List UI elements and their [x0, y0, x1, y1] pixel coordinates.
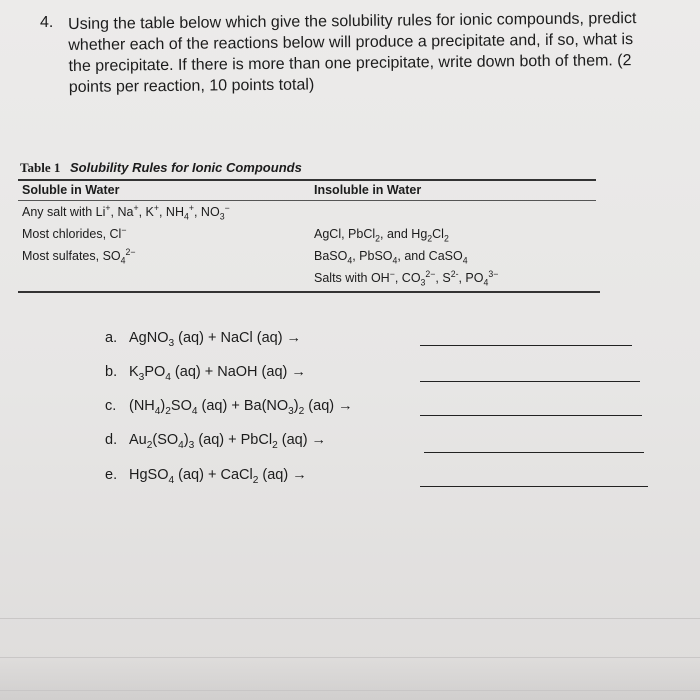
reaction-equation: $Au_2(SO_4)_3$ (aq) + PbCl$_2$ (aq) →: [129, 432, 327, 451]
reaction-equation: $(NH_4)_2SO_4$ $(aq) + Ba(NO_3)_2$ (aq) →: [129, 398, 353, 417]
question-line: the precipitate. If there is more than one precipitate, write down both of them. (2: [68, 52, 632, 75]
answer-blank-b[interactable]: [420, 381, 640, 382]
reaction-b: [105, 364, 306, 383]
question-text: [68, 8, 689, 98]
table-row: [18, 267, 600, 289]
paper-shadow: [0, 655, 700, 700]
reaction-letter: d.: [105, 432, 118, 448]
reaction-letter: b.: [105, 364, 118, 380]
reaction-a: [105, 330, 302, 349]
reaction-equation: HgSO$_4$ (aq) + CaCl$_2$ (aq) →: [129, 467, 307, 486]
table-header-row: [18, 181, 600, 200]
question-line: whether each of the reactions below will produce a precipitate and, if so, what is: [68, 31, 634, 54]
answer-blank-c[interactable]: [420, 415, 642, 416]
table-row: [18, 245, 600, 267]
reaction-letter: c.: [105, 398, 117, 414]
reaction-d: [105, 432, 327, 451]
header-insoluble: Insoluble in Water: [314, 183, 422, 197]
soluble-cell: Most sulfates, $SO_4^{2-}$: [22, 246, 136, 266]
soluble-cell: Any salt with Li+, Na+, K+, $NH_4^+$, $NO_3^-$: [22, 202, 230, 222]
reaction-letter: a.: [105, 330, 118, 346]
paper-line: [0, 618, 700, 619]
question-line: Using the table below which give the solubility rules for ionic compounds, predict: [68, 10, 637, 33]
question-number: 4.: [40, 14, 54, 31]
reaction-equation: AgNO$_3$ (aq) + NaCl (aq) →: [129, 330, 302, 349]
insoluble-cell: AgCl, PbCl$_2$, and $Hg_2Cl_2$: [314, 227, 449, 244]
header-soluble: Soluble in Water: [22, 183, 120, 197]
insoluble-cell: Salts with OH−, $CO_3^{2-}$, $S^{2-}$, $PO_4^{3-}$: [314, 268, 499, 288]
table-rule-bottom: [18, 291, 600, 293]
reaction-c: [105, 398, 353, 417]
reaction-letter: e.: [105, 467, 118, 483]
reaction-equation: $K_3PO_4$ (aq) + NaOH (aq) →: [129, 364, 306, 383]
table-caption: [20, 160, 600, 176]
answer-blank-a[interactable]: [420, 345, 632, 346]
question-line: points per reaction, 10 points total): [68, 76, 315, 96]
soluble-cell: Most chlorides, Cl−: [22, 224, 127, 241]
answer-blank-e[interactable]: [420, 486, 648, 487]
solubility-table: [18, 160, 600, 293]
reaction-e: [105, 467, 307, 486]
table-title: Solubility Rules for Ionic Compounds: [69, 160, 302, 175]
insoluble-cell: BaSO$_4$, PbSO$_4$, and CaSO$_4$: [314, 249, 468, 266]
answer-blank-d[interactable]: [424, 452, 644, 453]
table-label: Table 1: [20, 160, 61, 175]
table-row: [18, 201, 600, 223]
table-row: [18, 223, 600, 245]
